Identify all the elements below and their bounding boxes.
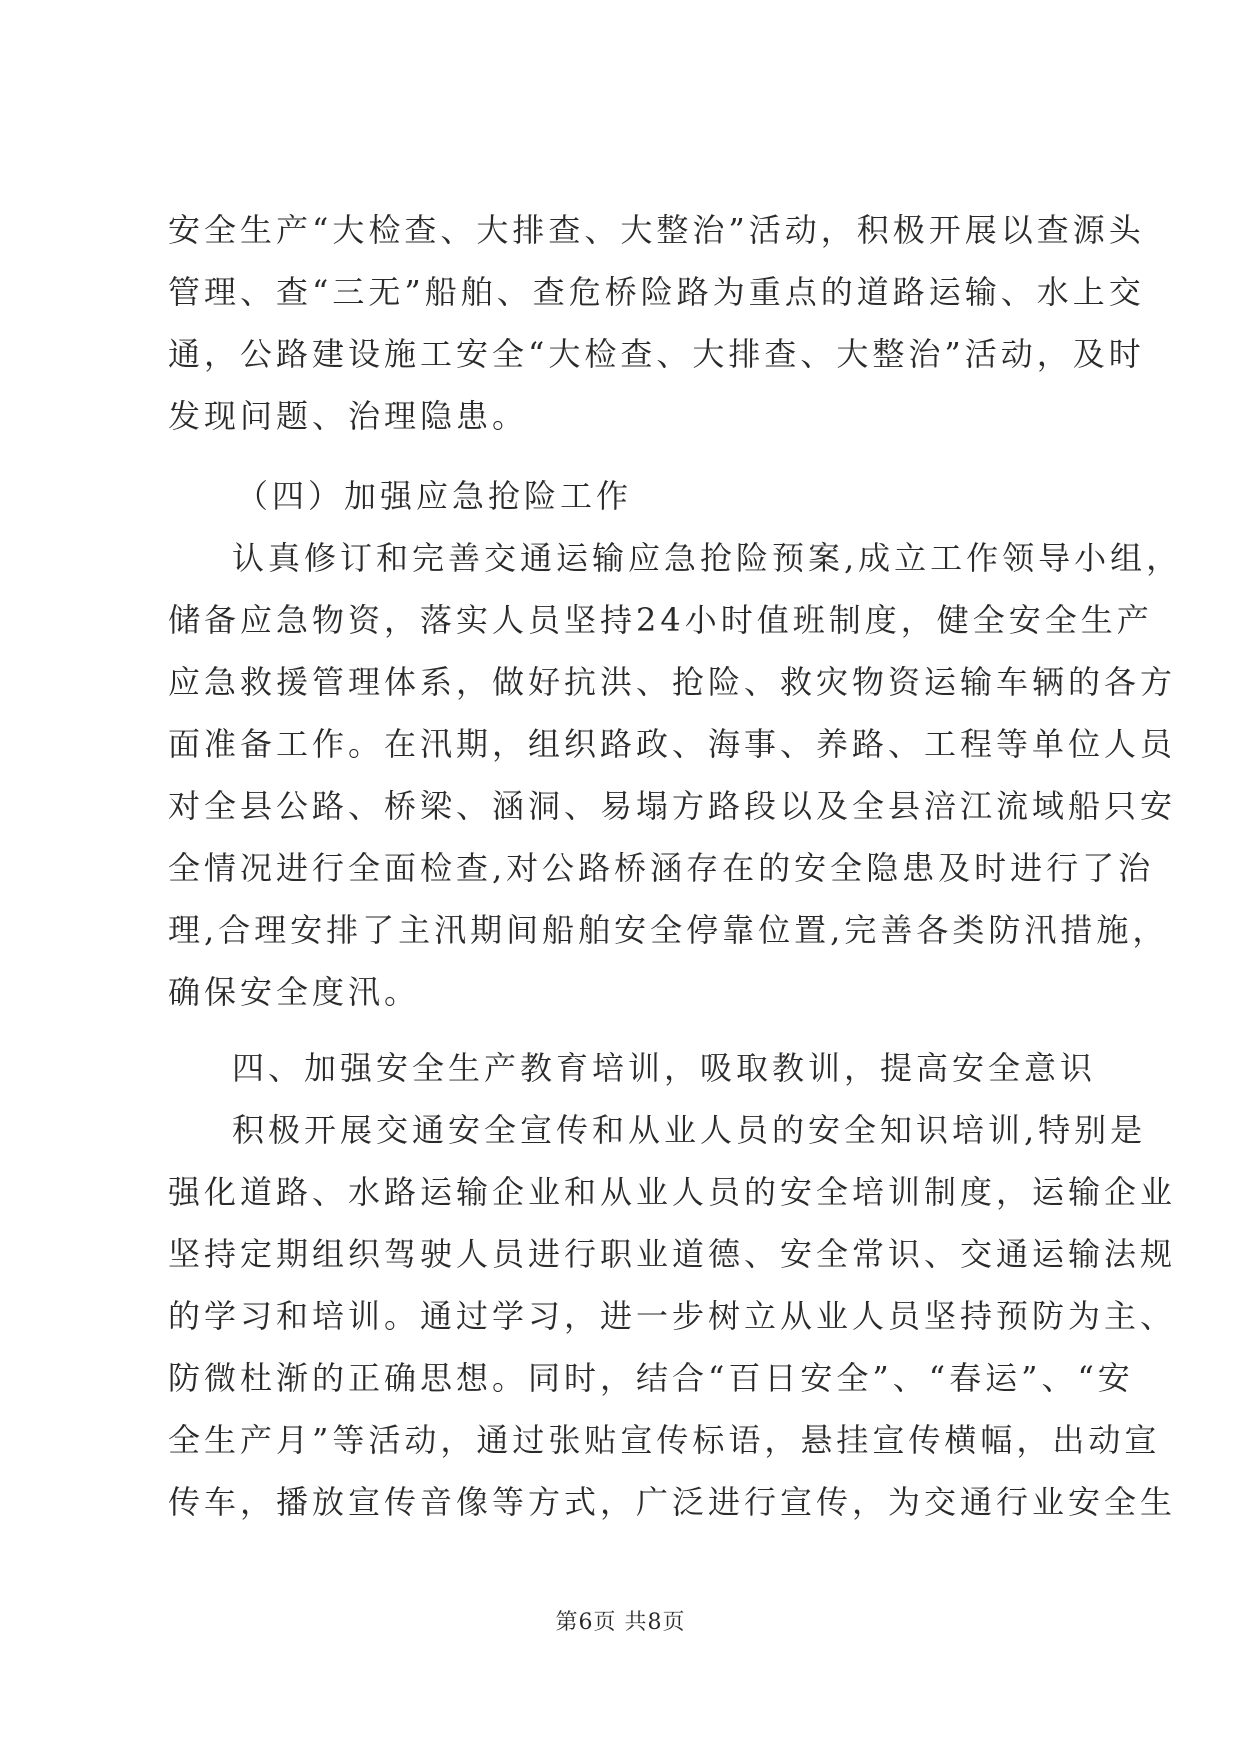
paragraph-line: 认真修订和完善交通运输应急抢险预案,成立工作领导小组， [232,539,1183,577]
paragraph-line: 确保安全度汛。 [168,973,421,1011]
page-number-footer: 第6页 共8页 [555,1610,686,1635]
paragraph-line: 安全生产“大检查、大排查、大整治”活动，积极开展以查源头 [168,211,1145,249]
paragraph-line: 传车，播放宣传音像等方式，广泛进行宣传，为交通行业安全生 [168,1483,1177,1521]
paragraph-line: 积极开展交通安全宣传和从业人员的安全知识培训,特别是 [232,1111,1147,1149]
paragraph-line: 管理、查“三无”船舶、查危桥险路为重点的道路运输、水上交 [168,273,1145,311]
paragraph-line: 通，公路建设施工安全“大检查、大排查、大整治”活动，及时 [168,335,1145,373]
paragraph-line: 全情况进行全面检查,对公路桥涵存在的安全隐患及时进行了治 [168,849,1155,887]
paragraph-line: 的学习和培训。通过学习，进一步树立从业人员坚持预防为主、 [168,1297,1177,1335]
paragraph-line: 面准备工作。在汛期，组织路政、海事、养路、工程等单位人员 [168,725,1177,763]
paragraph-line: 应急救援管理体系，做好抗洪、抢险、救灾物资运输车辆的各方 [168,663,1177,701]
paragraph-line: 理,合理安排了主汛期间船舶安全停靠位置,完善各类防汛措施， [168,911,1169,949]
paragraph-line: 储备应急物资，落实人员坚持24小时值班制度，健全安全生产 [168,601,1153,639]
paragraph-line: 防微杜渐的正确思想。同时，结合“百日安全”、“春运”、“安 [168,1359,1134,1397]
paragraph-line: 发现问题、治理隐患。 [168,397,529,435]
paragraph-line: 对全县公路、桥梁、涵洞、易塌方路段以及全县涪江流域船只安 [168,787,1177,825]
paragraph-line: 全生产月”等活动，通过张贴宣传标语，悬挂宣传横幅，出动宣 [168,1421,1161,1459]
paragraph-line: 坚持定期组织驾驶人员进行职业道德、安全常识、交通运输法规 [168,1235,1177,1273]
section-heading: 四、加强安全生产教育培训，吸取教训，提高安全意识 [232,1049,1097,1087]
paragraph-line: 强化道路、水路运输企业和从业人员的安全培训制度，运输企业 [168,1173,1177,1211]
section-heading: （四）加强应急抢险工作 [236,477,633,515]
